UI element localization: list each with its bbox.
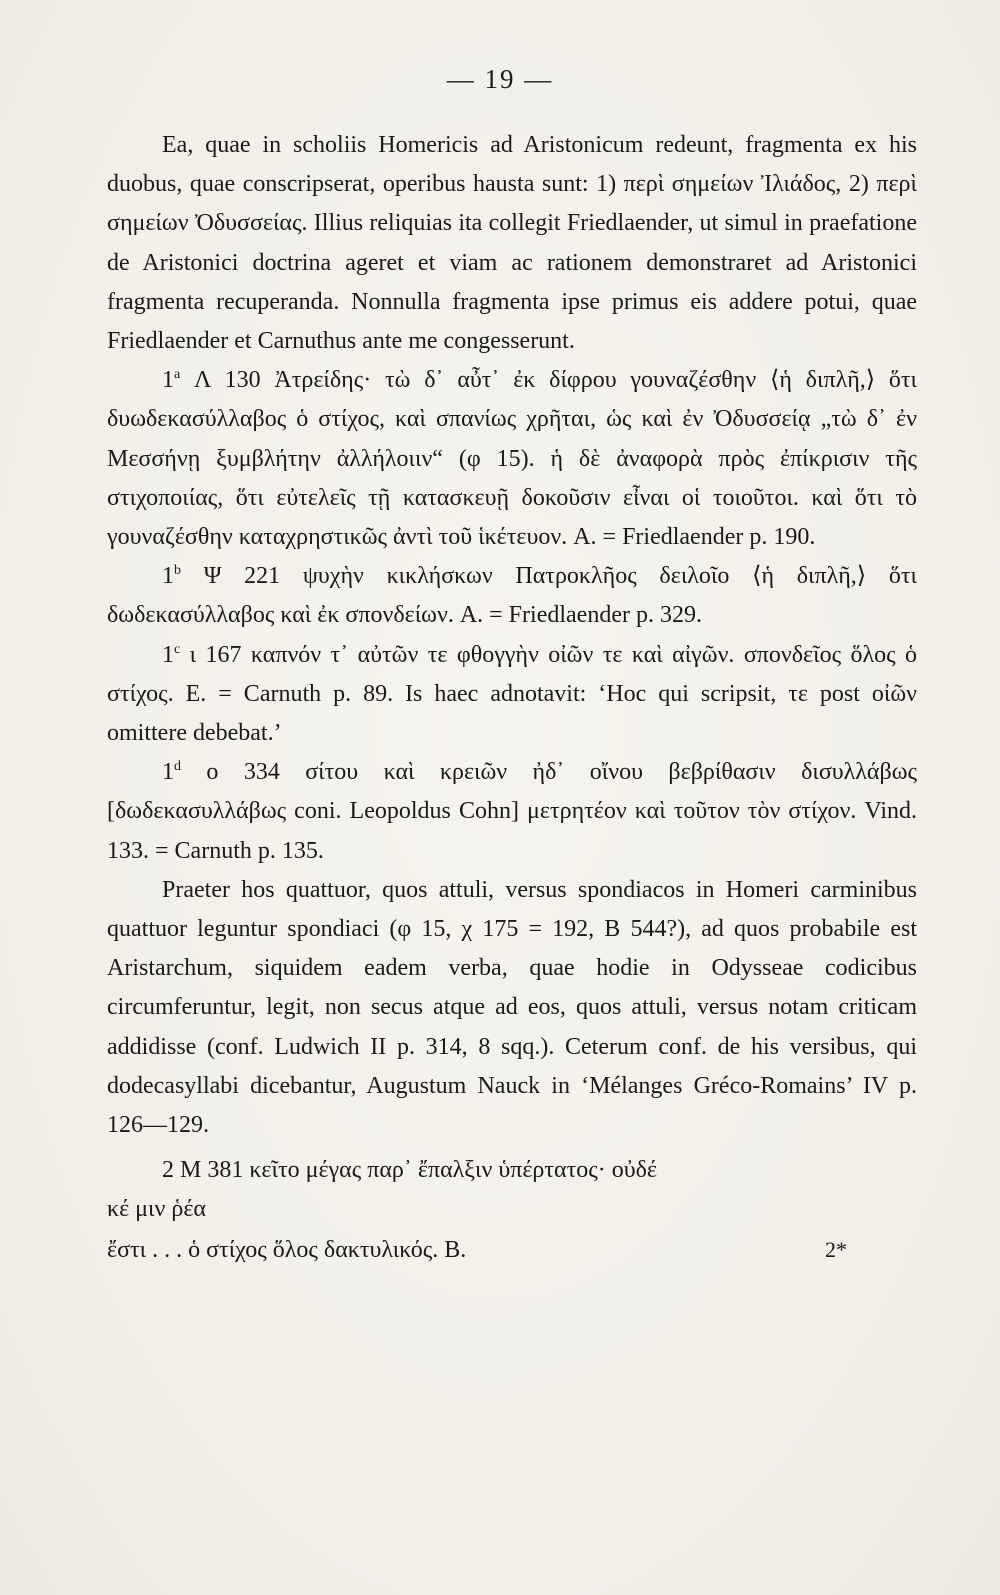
- entry-text: Ψ 221 ψυχὴν κικλήσκων Πατροκλῆος δειλοῖο ⟨ἡ διπλῆ,⟩ ὅτι δωδεκασύλλαβος καὶ ἐκ σπονδείων. A. = Friedlaender p. 329.: [107, 563, 917, 629]
- entry-2-line-2: κέ μιν ῥέα: [107, 1196, 206, 1223]
- entry-1d: [107, 753, 917, 871]
- entry-label: 1: [162, 759, 174, 786]
- entry-2-line-3: ἔστι . . . ὁ στίχος ὅλος δακτυλικός. B.: [107, 1236, 467, 1263]
- entry-sup: b: [174, 563, 181, 579]
- entry-text: Λ 130 Ἀτρείδης· τὼ δ᾽ αὖτ᾽ ἐκ δίφρου γουναζέσθην ⟨ἡ διπλῆ,⟩ ὅτι δυωδεκασύλλαβος ὁ στίχος, καὶ σπανίως χρῆται, ὡς καὶ ἐν Ὀδυσσείᾳ „τὼ δ᾽ ἐν Μεσσήνῃ ξυμβλήτην ἀλλήλοιιν“ (φ 15). ἡ δὲ ἀναφορὰ πρὸς ἐπίκρισιν τῆς στιχοποιίας, ὅτι εὐτελεῖς τῇ κατασκευῇ δοκοῦσιν εἶναι οἱ τοιοῦτοι. καὶ ὅτι τὸ γουναζέσθην καταχρηστικῶς ἀντὶ τοῦ ἱκέτευον. A. = Friedlaender p. 190.: [107, 367, 918, 551]
- entry-label: 1: [162, 641, 174, 668]
- entry-label: 1: [162, 367, 174, 394]
- body-text: [107, 126, 917, 1270]
- page-number: — 19 —: [446, 64, 554, 94]
- entry-2-line-1: 2 M 381 κεῖτο μέγας παρ᾽ ἔπαλξιν ὑπέρτατος· οὐδέ: [162, 1157, 657, 1184]
- entry-sup: d: [174, 759, 181, 775]
- entry-1c: [107, 636, 917, 754]
- entry-1b: [107, 557, 917, 635]
- signature-mark: 2*: [825, 1236, 847, 1262]
- entry-2-footer-row: [107, 1230, 917, 1270]
- entry-text: ι 167 καπνόν τ᾽ αὐτῶν τε φθογγὴν οἰῶν τε καὶ αἰγῶν. σπονδεῖος ὅλος ὁ στίχος. E. = Carnuth p. 89. Is haec adnotavit: ‘Hoc qui scripsit, τε post οἰῶν omittere debebat.’: [107, 641, 918, 747]
- entry-sup: a: [174, 367, 181, 383]
- entry-text: ο 334 σίτου καὶ κρειῶν ἠδ᾽ οἴνου βεβρίθασιν δισυλλάβως [δωδεκασυλλάβως coni. Leopoldus Cohn] μετρητέον καὶ τοῦτον τὸν στίχον. Vind. 133. = Carnuth p. 135.: [107, 759, 918, 864]
- entry-1a: [107, 361, 917, 557]
- entry-sup: c: [174, 641, 181, 657]
- entry-label: 1: [162, 563, 174, 590]
- paragraph-praeter: Praeter hos quattuor, quos attuli, versus spondiacos in Homeri carminibus quattuor leguntur spondiaci (φ 15, χ 175 = 192, B 544?), ad quos probabile est Aristarchum, siquidem eadem verba, quae hodie in Odysseae codicibus circumferuntur, legit, non secus atque ad eos, quos attuli, versus notam criticam addidisse (conf. Ludwich II p. 314, 8 sqq.). Ceterum conf. de his versibus, qui dodecasyllabi dicebantur, Augustum Nauck in ‘Mélanges Gréco-Romains’ IV p. 126—129.: [107, 876, 917, 1139]
- paragraph-intro: Ea, quae in scholiis Homericis ad Aristonicum redeunt, fragmenta ex his duobus, quae conscripserat, operibus hausta sunt: 1) περὶ σημείων Ἰλιάδος, 2) περὶ σημείων Ὀδυσσείας. Illius reliquias ita collegit Friedlaender, ut simul in praefatione de Aristonici doctrina ageret et viam ac rationem demonstraret ad Aristonici fragmenta recuperanda. Nonnulla fragmenta ipse primus eis addere potui, quae Friedlaender et Carnuthus ante me congesserunt.: [107, 132, 917, 355]
